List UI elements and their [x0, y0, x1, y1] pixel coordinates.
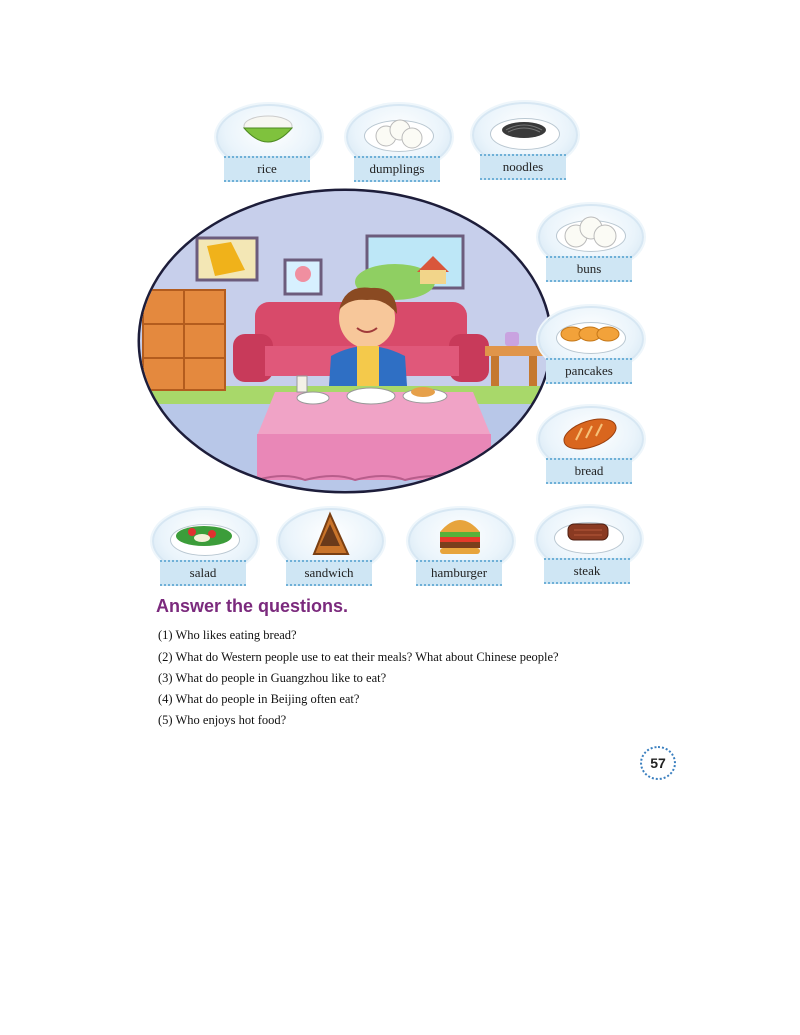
food-label: sandwich — [286, 560, 372, 586]
food-label: pancakes — [546, 358, 632, 384]
food-label: salad — [160, 560, 246, 586]
page-number: 57 — [650, 755, 666, 771]
food-label: dumplings — [354, 156, 440, 182]
food-pancakes — [536, 306, 644, 386]
page-number-badge — [640, 746, 676, 780]
question-4: (4) What do people in Beijing often eat? — [158, 692, 360, 706]
hamburger-icon — [436, 514, 484, 556]
food-label: steak — [544, 558, 630, 584]
food-salad — [150, 508, 258, 588]
food-rice — [214, 104, 322, 184]
question-5: (5) Who enjoys hot food? — [158, 713, 287, 727]
food-label: buns — [546, 256, 632, 282]
question-3: (3) What do people in Guangzhou like to eat? — [158, 671, 387, 685]
pancakes-icon — [560, 324, 620, 344]
steak-icon — [562, 520, 614, 546]
questions-heading: Answer the questions. — [156, 596, 349, 616]
food-label: hamburger — [416, 560, 502, 586]
food-steak — [534, 506, 642, 586]
rice-bowl-icon — [240, 112, 296, 152]
room-illustration — [135, 186, 555, 496]
sandwich-icon — [306, 510, 354, 558]
food-buns — [536, 204, 644, 284]
food-label: noodles — [480, 154, 566, 180]
question-1: (1) Who likes eating bread? — [158, 628, 297, 642]
bread-icon — [560, 416, 620, 452]
food-bread — [536, 406, 644, 486]
food-dumplings — [344, 104, 452, 184]
food-hamburger — [406, 508, 514, 588]
food-noodles — [470, 102, 578, 182]
noodles-icon — [498, 118, 550, 142]
food-label: rice — [224, 156, 310, 182]
question-2: (2) What do Western people use to eat their meals? What about Chinese people? — [158, 650, 559, 664]
food-sandwich — [276, 508, 384, 588]
food-label: bread — [546, 458, 632, 484]
buns-icon — [562, 214, 618, 250]
salad-icon — [172, 520, 236, 552]
dumplings-icon — [370, 116, 426, 150]
